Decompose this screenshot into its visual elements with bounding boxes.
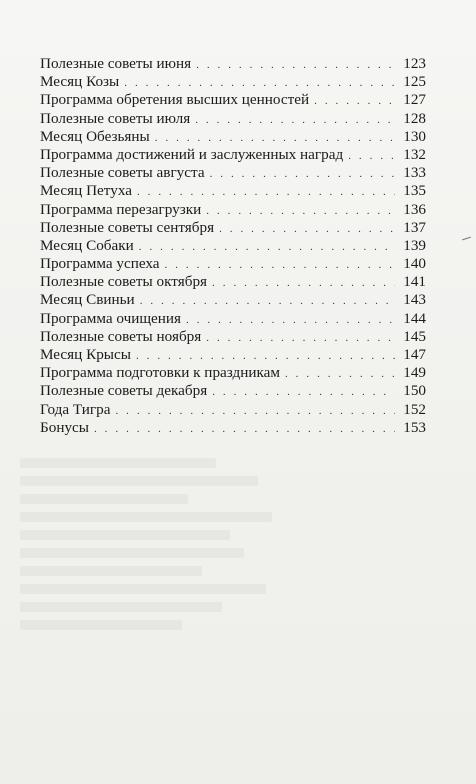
dot-leader [136, 347, 395, 365]
toc-entry-title: Полезные советы октября [40, 273, 208, 291]
toc-entry-page-number: 137 [403, 218, 426, 236]
toc-entry [40, 201, 426, 219]
toc-entry-page-number: 139 [403, 236, 426, 254]
toc-entry-page-number: 127 [403, 91, 426, 109]
toc-entry-page-number: 147 [403, 346, 426, 363]
toc-entry-title: Полезные советы сентября [40, 218, 215, 236]
dot-leader [137, 183, 395, 201]
toc-entry-page-number: 132 [403, 145, 426, 163]
dot-leader [115, 402, 395, 420]
toc-entry [40, 310, 426, 328]
toc-entry-page-number: 123 [403, 55, 426, 72]
toc-entry [40, 237, 426, 255]
toc-entry-page-number: 153 [403, 418, 426, 436]
toc-entry [40, 364, 426, 382]
toc-entry-page-number: 135 [403, 182, 426, 200]
toc-entry [40, 419, 426, 437]
toc-entry-title: Программа достижений и заслуженных наград [40, 145, 344, 163]
toc-entry [40, 219, 426, 237]
toc-entry-title: Полезные советы июля [40, 109, 191, 127]
toc-entry-title: Полезные советы декабря [40, 382, 208, 400]
toc-entry [40, 255, 426, 273]
dot-leader [186, 311, 395, 329]
dot-leader [206, 329, 395, 347]
dot-leader [94, 420, 395, 438]
show-through-text [20, 450, 300, 710]
toc-entry-title: Бонусы [40, 418, 89, 436]
toc-entry-title: Программа подготовки к праздникам [40, 364, 280, 382]
toc-entry-title: Программа перезагрузки [40, 200, 202, 218]
toc-entry [40, 110, 426, 128]
toc-entry [40, 328, 426, 346]
table-of-contents [40, 55, 426, 437]
toc-entry-page-number: 140 [403, 255, 426, 273]
toc-entry [40, 346, 426, 364]
toc-entry [40, 273, 426, 291]
toc-entry-title: Месяц Петуха [40, 182, 132, 200]
toc-entry-page-number: 130 [403, 127, 426, 145]
dot-leader [348, 147, 395, 165]
toc-entry-title: Программа успеха [40, 255, 160, 273]
toc-entry [40, 382, 426, 400]
toc-entry [40, 73, 426, 91]
toc-entry [40, 164, 426, 182]
toc-entry-title: Месяц Собаки [40, 236, 134, 254]
toc-entry-title: Месяц Обезьяны [40, 127, 150, 145]
dot-leader [165, 256, 395, 274]
toc-entry-title: Программа очищения [40, 309, 182, 327]
toc-entry [40, 146, 426, 164]
dot-leader [124, 74, 395, 92]
toc-entry-title: Месяц Козы [40, 73, 120, 91]
toc-entry [40, 128, 426, 146]
toc-entry-page-number: 145 [403, 327, 426, 345]
page-edge-mark [462, 237, 471, 241]
toc-entry-page-number: 152 [403, 400, 426, 418]
dot-leader [139, 238, 395, 256]
toc-entry-title: Программа обретения высших ценностей [40, 91, 310, 109]
toc-entry-page-number: 133 [403, 164, 426, 182]
dot-leader [195, 111, 395, 129]
toc-entry [40, 401, 426, 419]
toc-entry-page-number: 136 [403, 200, 426, 218]
dot-leader [285, 365, 395, 383]
toc-entry-title: Полезные советы августа [40, 164, 205, 182]
toc-entry-page-number: 149 [403, 364, 426, 382]
dot-leader [210, 165, 395, 183]
toc-entry-page-number: 144 [403, 309, 426, 327]
dot-leader [155, 129, 395, 147]
dot-leader [140, 292, 395, 310]
toc-entry-page-number: 150 [403, 382, 426, 400]
toc-entry-page-number: 141 [403, 273, 426, 291]
dot-leader [314, 92, 395, 110]
toc-entry-title: Полезные советы июня [40, 55, 192, 72]
toc-entry-title: Месяц Свиньи [40, 291, 135, 309]
toc-entry-page-number: 128 [403, 109, 426, 127]
toc-entry-title: Месяц Крысы [40, 346, 131, 363]
dot-leader [212, 383, 395, 401]
toc-entry [40, 55, 426, 73]
toc-entry [40, 91, 426, 109]
dot-leader [212, 274, 395, 292]
toc-entry [40, 182, 426, 200]
toc-entry [40, 291, 426, 309]
dot-leader [219, 220, 395, 238]
toc-entry-title: Полезные советы ноября [40, 327, 202, 345]
dot-leader [206, 202, 395, 220]
dot-leader [196, 56, 395, 74]
toc-entry-page-number: 143 [403, 291, 426, 309]
toc-entry-title: Года Тигра [40, 400, 111, 418]
toc-entry-page-number: 125 [403, 73, 426, 91]
